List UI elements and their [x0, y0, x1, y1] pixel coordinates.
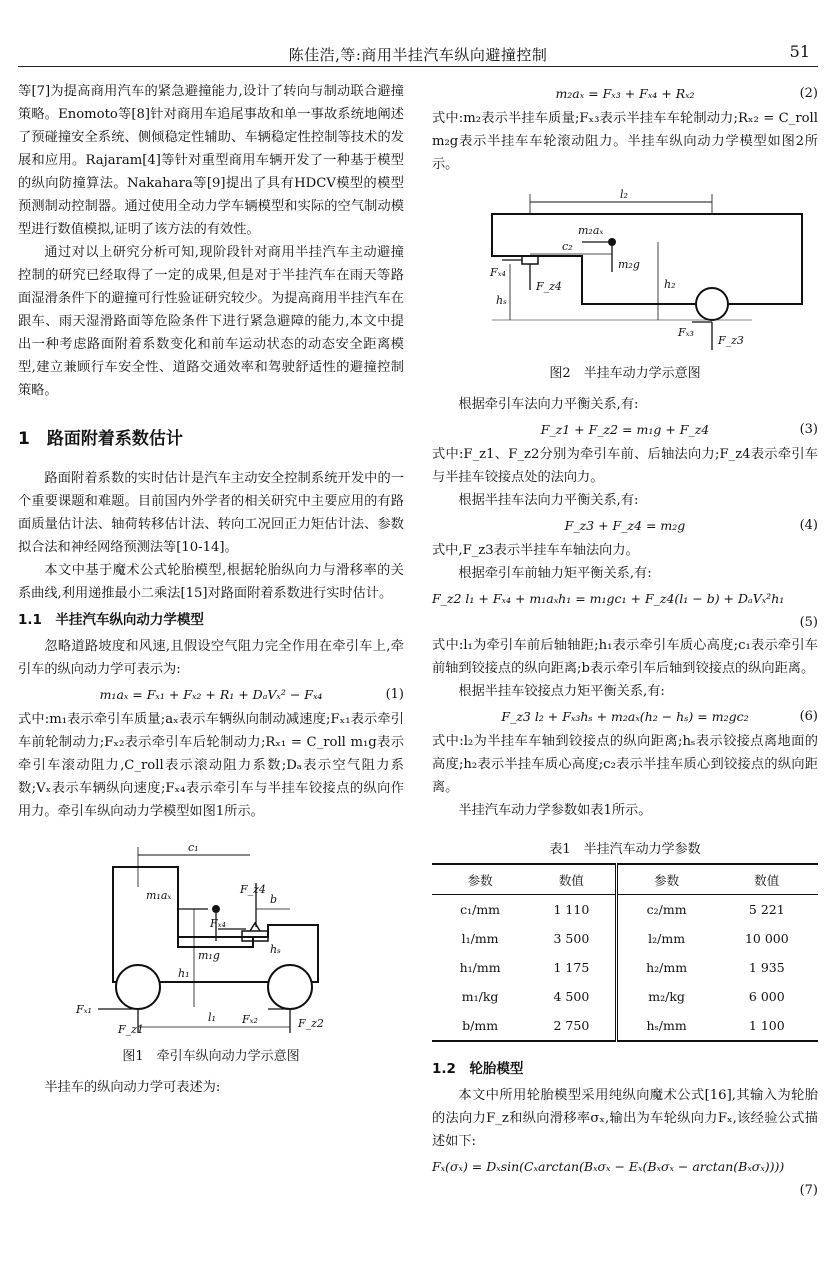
page-number: 51	[789, 42, 810, 61]
table-cell: 10 000	[744, 931, 789, 946]
label-fx2: Fₓ₂	[242, 1013, 258, 1026]
table-cell: h₁/mm	[459, 960, 501, 975]
label-fz4: F_z4	[240, 883, 266, 896]
label-m2g: m₂g	[618, 258, 640, 271]
parameter-table	[432, 863, 818, 1042]
paragraph: 路面附着系数的实时估计是汽车主动安全控制系统开发中的一个重要课题和难题。目前国内外学者的相关研究中主要应用的有路面质量估计法、轴荷转移估计法、转向工况回正力矩估计法、参数拟合法和神经网络预测法等[10-14]。	[18, 471, 404, 555]
paragraph: 式中,F_z3表示半挂车车轴法向力。	[432, 543, 639, 558]
table-cell: m₂/kg	[648, 989, 685, 1004]
figure-2-caption: 图2 半挂车动力学示意图	[549, 366, 701, 381]
label-hs: hₛ	[270, 943, 281, 956]
paragraph: 根据牵引车法向力平衡关系,有:	[458, 397, 639, 412]
table-cell: 6 000	[748, 989, 785, 1004]
table-header: 参数	[654, 872, 680, 888]
table-cell: 1 100	[748, 1018, 785, 1033]
table-cell: m₁/kg	[461, 989, 499, 1004]
label-fz3: F_z3	[718, 334, 744, 347]
equation-body: F_z3 + F_z4 = m₂g	[564, 518, 686, 533]
equation-7	[432, 1153, 818, 1180]
paragraph: 式中:m₂表示半挂车质量;Fₓ₃表示半挂车车轮制动力;Rₓ₂ = C_roll m₂g表示半挂车车轮滚动阻力。半挂车纵向动力学模型如图2所示。	[432, 111, 818, 172]
equation-number: (6)	[799, 709, 818, 724]
paragraph: 半挂汽车动力学参数如表1所示。	[458, 803, 652, 818]
table-cell: b/mm	[462, 1018, 499, 1033]
table-cell: 1 175	[528, 953, 616, 982]
table-cell: c₂/mm	[646, 902, 687, 917]
table-cell: 3 500	[528, 924, 616, 953]
label-m2a: m₂aₓ	[578, 224, 604, 237]
paragraph: 忽略道路坡度和风速,且假设空气阻力完全作用在牵引车上,牵引车的纵向动力学可表示为:	[18, 639, 404, 677]
left-column	[18, 80, 404, 1099]
equation-body: F_z1 + F_z2 = m₁g + F_z4	[540, 422, 710, 437]
paragraph: 式中:m₁表示牵引车质量;aₓ表示车辆纵向制动减速度;Fₓ₁表示牵引车前轮制动力;Fₓ₂表示牵引车后轮制动力;Rₓ₁ = C_roll m₁g表示牵引车滚动阻力,C_roll表示滚动阻力系数;Dₐ表示空气阻力系数;Vₓ表示车辆纵向速度;Fₓ₄表示牵引车与半挂车铰接点的纵向作用力。牵引车纵向动力学模型如图1所示。	[18, 712, 404, 819]
table-cell: 2 750	[528, 1011, 616, 1041]
table-row	[432, 982, 818, 1011]
subsection-heading: 1.2 轮胎模型	[432, 1061, 524, 1077]
table-cell: 1 935	[748, 960, 785, 975]
label-h1: h₁	[178, 967, 190, 980]
table-row	[432, 953, 818, 982]
header-rule	[18, 66, 818, 67]
label-fz1: F_z1	[118, 1023, 144, 1036]
label-hs: hₛ	[496, 294, 507, 307]
equation-number: (1)	[385, 687, 404, 702]
equation-3	[432, 416, 818, 443]
equation-body: F_z3 l₂ + Fₓ₃hₛ + m₂aₓ(h₂ − hₛ) = m₂gc₂	[501, 709, 749, 724]
label-fx1: Fₓ₁	[76, 1003, 92, 1016]
table-cell: l₁/mm	[461, 931, 499, 946]
table-row	[432, 924, 818, 953]
center-of-gravity-2	[608, 238, 616, 246]
equation-1	[18, 681, 404, 708]
label-m1g: m₁g	[198, 949, 220, 962]
paragraph: 式中:l₂为半挂车车轴到铰接点的纵向距离;hₛ表示铰接点离地面的高度;h₂表示半挂车质心高度;c₂表示半挂车质心到铰接点的纵向距离。	[432, 734, 818, 795]
table-cell: h₂/mm	[646, 960, 688, 975]
table-cell: l₂/mm	[648, 931, 686, 946]
table-header: 数值	[754, 872, 780, 888]
table-cell: c₁/mm	[460, 902, 501, 917]
label-c1: c₁	[188, 841, 199, 854]
figure-1-diagram	[18, 837, 404, 1037]
paragraph: 根据牵引车前轴力矩平衡关系,有:	[458, 566, 652, 581]
equation-2	[432, 80, 818, 107]
label-fx4: Fₓ₄	[490, 266, 506, 279]
label-l2: l₂	[620, 188, 628, 201]
equation-number: (4)	[799, 518, 818, 533]
paragraph: 式中:F_z1、F_z2分别为牵引车前、后轴法向力;F_z4表示牵引车与半挂车铰接点处的法向力。	[432, 447, 818, 485]
paragraph: 通过对以上研究分析可知,现阶段针对商用半挂汽车主动避撞控制的研究已经取得了一定的成果,但是对于半挂汽车在雨天等路面湿滑条件下的避撞可行性验证研究较少。为提高商用半挂汽车在跟车、雨天湿滑路面等危险条件下进行紧急避障的能力,本文中提出一种考虑路面附着系数变化和前车运动状态的动态安全距离模型,建立兼顾行车安全性、道路交通效率和驾驶舒适性的避撞控制策略。	[18, 245, 404, 398]
label-fz4: F_z4	[536, 280, 562, 293]
subsection-heading: 1.1 半挂汽车纵向动力学模型	[18, 612, 204, 628]
equation-number: (5)	[799, 615, 818, 630]
table-cell: 4 500	[528, 982, 616, 1011]
label-b: b	[270, 893, 278, 906]
label-h2: h₂	[664, 278, 676, 291]
table-caption: 表1 半挂汽车动力学参数	[549, 842, 701, 857]
equation-number: (3)	[799, 422, 818, 437]
equation-body: m₁aₓ = Fₓ₁ + Fₓ₂ + R₁ + DₐVₓ² − Fₓ₄	[99, 687, 323, 702]
right-column	[432, 80, 818, 1202]
table-header: 数值	[528, 864, 616, 895]
label-c2: c₂	[562, 240, 573, 253]
paragraph: 式中:l₁为牵引车前后轴轴距;h₁表示牵引车质心高度;c₁表示牵引车前轴到铰接点的纵向距离;b表示牵引车后轴到铰接点的纵向距离。	[432, 638, 818, 676]
table-cell: hₛ/mm	[646, 1018, 687, 1033]
label-l1: l₁	[208, 1011, 216, 1024]
label-fz2: F_z2	[298, 1017, 324, 1030]
table-row	[432, 1011, 818, 1041]
table-row	[432, 895, 818, 925]
paragraph: 本文中所用轮胎模型采用纯纵向魔术公式[16],其输入为轮胎的法向力F_z和纵向滑移率σₓ,输出为车轮纵向力Fₓ,该经验公式描述如下:	[432, 1088, 818, 1149]
table-cell: 1 110	[528, 895, 616, 925]
equation-5	[432, 585, 818, 612]
label-fx4: Fₓ₄	[210, 917, 226, 930]
section-heading: 1 路面附着系数估计	[18, 429, 183, 449]
label-m1a: m₁aₓ	[146, 889, 172, 902]
equation-6	[432, 703, 818, 730]
table-header-row	[432, 864, 818, 895]
table-header: 参数	[467, 872, 493, 888]
center-of-gravity-1	[212, 905, 220, 913]
equation-number: (7)	[799, 1183, 818, 1198]
paragraph: 根据半挂车法向力平衡关系,有:	[458, 493, 639, 508]
table-cell: 5 221	[748, 902, 785, 917]
paragraph: 半挂车的纵向动力学可表述为:	[44, 1080, 221, 1095]
equation-body: m₂aₓ = Fₓ₃ + Fₓ₄ + Rₓ₂	[555, 86, 695, 101]
equation-4	[432, 512, 818, 539]
paragraph: 根据半挂车铰接点力矩平衡关系,有:	[458, 684, 665, 699]
paragraph: 本文中基于魔术公式轮胎模型,根据轮胎纵向力与滑移率的关系曲线,利用递推最小二乘法[15]对路面附着系数进行实时估计。	[18, 563, 404, 601]
paragraph: 等[7]为提高商用汽车的紧急避撞能力,设计了转向与制动联合避撞策略。Enomoto等[8]针对商用车追尾事故和单一事故系统地阐述了预碰撞安全系统、侧倾稳定性辅助、车辆稳定性控制等技术的发展和应用。Rajaram[4]等针对重型商用车辆开发了一种基于模型的纵向防撞算法。Nakahara等[9]提出了具有HDCV模型的模型预测制动控制器。通过使用全动力学车辆模型和实际的空气制动模型进行数值模拟,证明了该方法的有效性。	[18, 84, 404, 237]
equation-number: (2)	[799, 86, 818, 101]
figure-2-diagram	[432, 184, 818, 354]
equation-body: Fₓ(σₓ) = Dₓsin(Cₓarctan(Bₓσₓ − Eₓ(Bₓσₓ − arctan(Bₓσₓ))))	[432, 1159, 785, 1174]
figure-1-caption: 图1 牵引车纵向动力学示意图	[122, 1049, 300, 1064]
equation-body: F_z2 l₁ + Fₓ₄ + m₁aₓh₁ = m₁gc₁ + F_z4(l₁ − b) + DₐVₓ²h₁	[432, 591, 785, 606]
label-fx3: Fₓ₃	[678, 326, 694, 339]
running-title: 陈佳浩,等:商用半挂汽车纵向避撞控制	[288, 46, 548, 64]
